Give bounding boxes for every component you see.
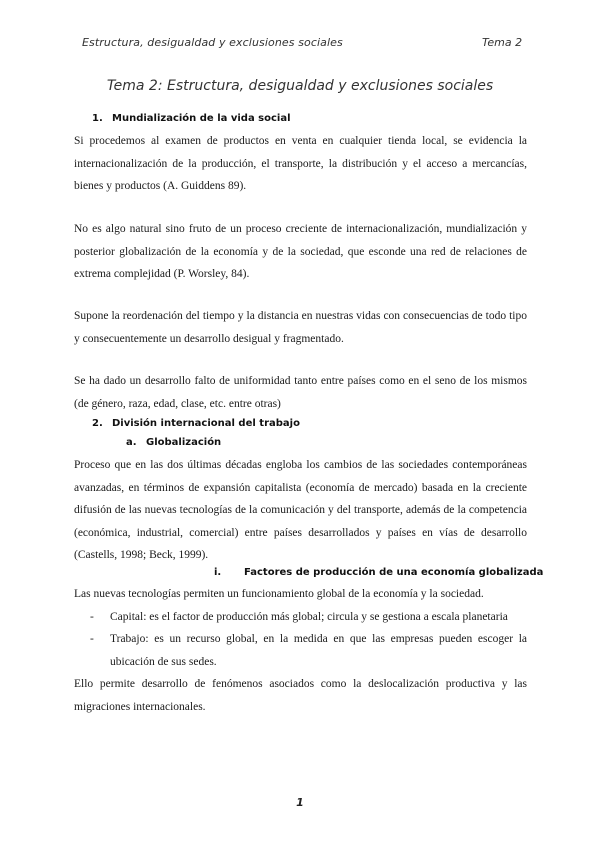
section-heading-1 (92, 113, 291, 124)
paragraph-2: No es algo natural sino fruto de un proceso creciente de internacionalización, mundialización y posterior globalización de la economía y de la sociedad, que esconde una red de relaciones de extrema complejidad (P. Worsley, 84). (74, 223, 527, 281)
page-title: Tema 2: Estructura, desigualdad y exclusiones sociales (106, 78, 494, 94)
subsection-heading-i (214, 567, 543, 578)
paragraph-3: Supone la reordenación del tiempo y la distancia en nuestras vidas con consecuencias de todo tipo y consecuentemente un desarrollo desigual y fragmentado. (74, 310, 527, 345)
section-title: División internacional del trabajo (112, 418, 300, 429)
running-header-topic: Tema 2 (482, 36, 523, 49)
paragraph-6: Las nuevas tecnologías permiten un funcionamiento global de la economía y la sociedad. (74, 588, 484, 600)
section-number: a. (126, 437, 137, 448)
paragraph-1: Si procedemos al examen de productos en venta en cualquier tienda local, se evidencia la internacionalización de la producción, el transporte, la distribución y el acceso a mercancías, bienes y productos (A. Guiddens 89). (74, 135, 527, 193)
paragraph-4: Se ha dado un desarrollo falto de uniformidad tanto entre países como en el seno de los mismos (de género, raza, edad, clase, etc. entre otras) (74, 375, 527, 410)
section-number: 2. (92, 418, 103, 429)
list-item-text: Trabajo: es un recurso global, en la medida en que las empresas pueden escoger la ubicación de sus sedes. (110, 633, 527, 668)
running-header-title: Estructura, desigualdad y exclusiones sociales (82, 36, 343, 49)
page-number: 1 (296, 796, 304, 809)
subsection-heading-a (126, 437, 221, 448)
section-title: Globalización (146, 437, 222, 448)
paragraph-7: Ello permite desarrollo de fenómenos asociados como la deslocalización productiva y las migraciones internacionales. (74, 678, 527, 713)
list-item (90, 628, 527, 673)
section-number: 1. (92, 113, 103, 124)
section-title: Factores de producción de una economía globalizada (244, 567, 544, 578)
list-dash: - (90, 633, 94, 645)
section-heading-2 (92, 418, 300, 429)
list-item (90, 606, 527, 629)
section-number: i. (214, 567, 222, 578)
section-title: Mundialización de la vida social (112, 113, 291, 124)
list-dash: - (90, 611, 94, 623)
paragraph-5: Proceso que en las dos últimas décadas engloba los cambios de las sociedades contemporáneas avanzadas, en términos de expansión capitalista (economía de mercado) basada en la creciente difusión de las nuevas tecnologías de la comunicación y del transporte, además de la competencia (económica, industrial, comercial) entre países desarrollados y países en vías de desarrollo (Castells, 1998; Beck, 1999). (74, 459, 527, 562)
list-item-text: Capital: es el factor de producción más global; circula y se gestiona a escala planetaria (110, 611, 508, 623)
